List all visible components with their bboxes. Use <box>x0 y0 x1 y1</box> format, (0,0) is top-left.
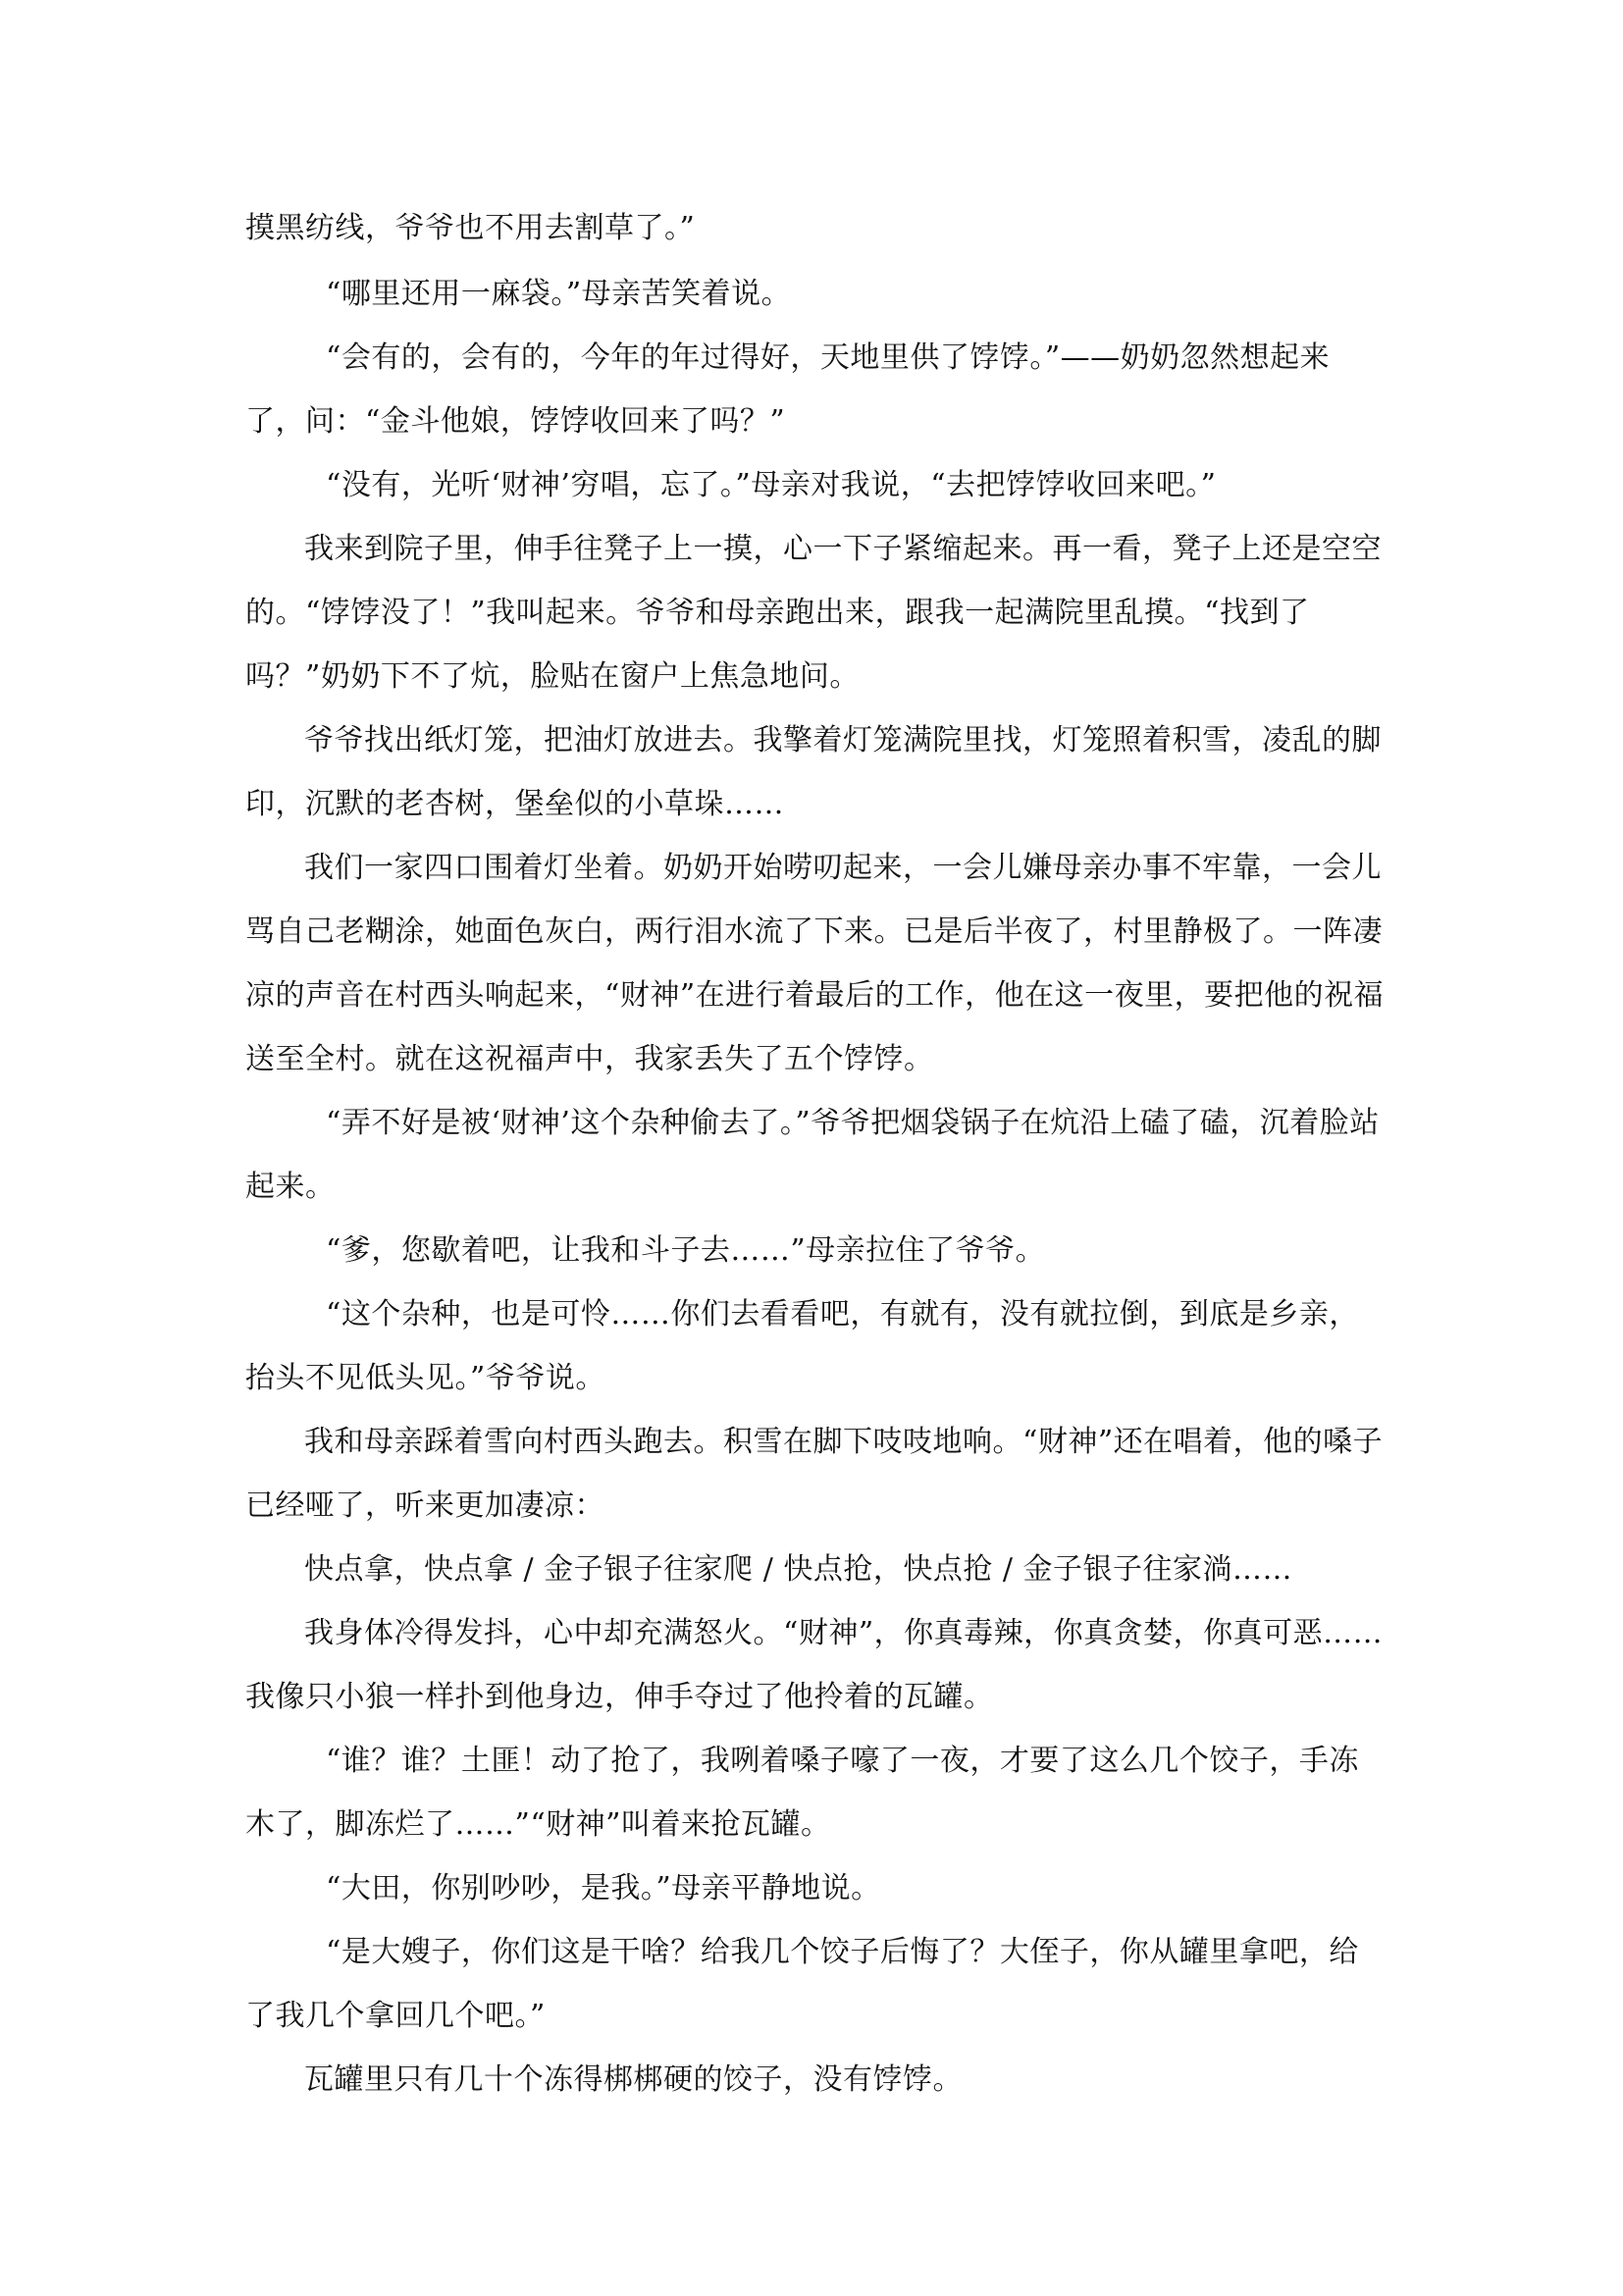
paragraph-4: “没有，光听‘财神’穷唱，忘了。”母亲对我说，“去把饽饽收回来吧。” <box>326 468 1217 502</box>
paragraph-11: 我和母亲踩着雪向村西头跑去。积雪在脚下吱吱地响。“财神”还在唱着，他的嗓子已经哑了，听来更加凄凉： <box>245 1425 1384 1523</box>
paragraph-2: “哪里还用一麻袋。”母亲苦笑着说。 <box>326 277 792 311</box>
paragraph-5: 我来到院子里，伸手往凳子上一摸，心一下子紧缩起来。再一看，凳子上还是空空的。“饽饽没了！”我叫起来。爷爷和母亲跑出来，跟我一起满院里乱摸。“找到了吗？”奶奶下不了炕，脸贴在窗户上焦急地问。 <box>245 532 1382 694</box>
paragraph-12: 快点拿，快点拿 / 金子银子往家爬 / 快点抢，快点抢 / 金子银子往家淌…… <box>304 1552 1293 1587</box>
paragraph-13: 我身体冷得发抖，心中却充满怒火。“财神”，你真毒辣，你真贪婪，你真可恶……我像只小狼一样扑到他身边，伸手夺过了他拎着的瓦罐。 <box>245 1616 1384 1714</box>
paragraph-6: 爷爷找出纸灯笼，把油灯放进去。我擎着灯笼满院里找，灯笼照着积雪，凌乱的脚印，沉默的老杏树，堡垒似的小草垛…… <box>245 723 1382 821</box>
paragraph-9: “爹，您歇着吧，让我和斗子去……”母亲拉住了爷爷。 <box>326 1233 1046 1268</box>
paragraph-14: “谁？谁？土匪！动了抢了，我咧着嗓子嚎了一夜，才要了这么几个饺子，手冻木了，脚冻烂了……”“财神”叫着来抢瓦罐。 <box>245 1744 1359 1842</box>
paragraph-8: “弄不好是被‘财神’这个杂种偷去了。”爷爷把烟袋锅子在炕沿上磕了磕，沉着脸站起来。 <box>245 1106 1380 1204</box>
paragraph-7: 我们一家四口围着灯坐着。奶奶开始唠叨起来，一会儿嫌母亲办事不牢靠，一会儿骂自己老糊涂，她面色灰白，两行泪水流了下来。已是后半夜了，村里静极了。一阵凄凉的声音在村西头响起来，“财神”在进行着最后的工作，他在这一夜里，要把他的祝福送至全村。就在这祝福声中，我家丢失了五个饽饽。 <box>245 851 1385 1076</box>
paragraph-1: 摸黑纺线，爷爷也不用去割草了。” <box>245 211 696 245</box>
paragraph-17: 瓦罐里只有几十个冻得梆梆硬的饺子，没有饽饽。 <box>304 2062 963 2097</box>
paragraph-3: “会有的，会有的，今年的年过得好，天地里供了饽饽。”——奶奶忽然想起来了，问：“金斗他娘，饽饽收回来了吗？” <box>245 340 1331 439</box>
paragraph-10: “这个杂种，也是可怜……你们去看看吧，有就有，没有就拉倒，到底是乡亲，抬头不见低头见。”爷爷说。 <box>245 1297 1359 1395</box>
paragraph-15: “大田，你别吵吵，是我。”母亲平静地说。 <box>326 1871 881 1905</box>
paragraph-16: “是大嫂子，你们这是干啥？给我几个饺子后悔了？大侄子，你从罐里拿吧，给了我几个拿回几个吧。” <box>245 1935 1359 2033</box>
